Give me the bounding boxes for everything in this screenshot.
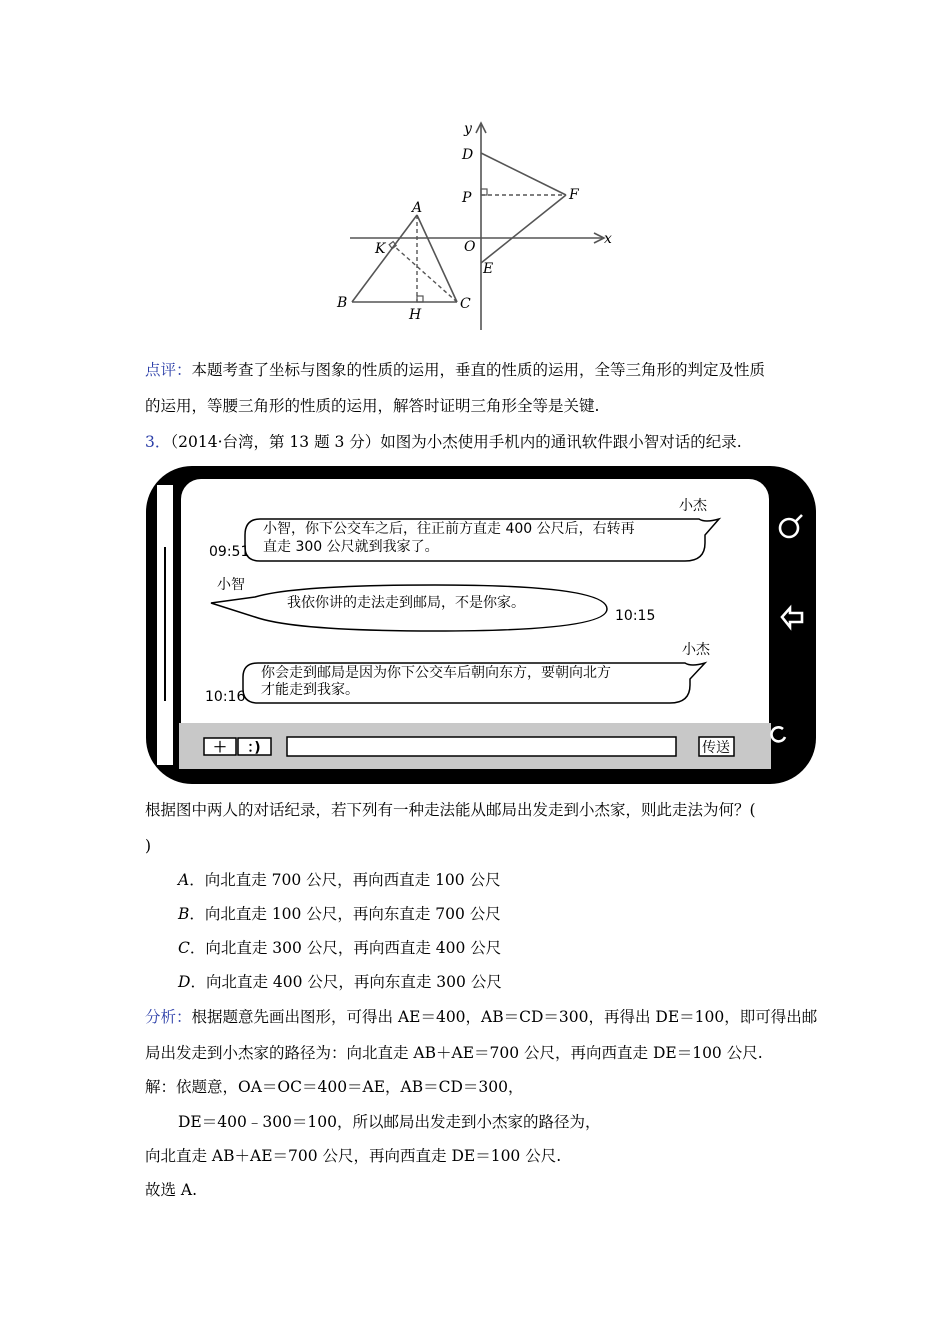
msg2-text: 我依你讲的走法走到邮局，不是你家。 bbox=[287, 595, 525, 611]
send-button-label: 传送 bbox=[702, 740, 730, 756]
label-D: D bbox=[462, 147, 474, 163]
msg3-sender: 小杰 bbox=[682, 642, 710, 658]
solution-line-3: 向北直走 AB＋AE＝700 公尺，再向西直走 DE＝100 公尺. bbox=[145, 1147, 562, 1165]
msg1-line2: 直走 300 公尺就到我家了。 bbox=[263, 539, 439, 555]
label-O: O bbox=[464, 239, 476, 255]
msg1-sender: 小杰 bbox=[679, 498, 707, 514]
geometry-figure bbox=[330, 115, 620, 340]
label-C: C bbox=[460, 296, 471, 312]
msg3-time: 10:16 bbox=[205, 689, 246, 705]
comment-line-2: 的运用，等腰三角形的性质的运用，解答时证明三角形全等是关键. bbox=[145, 397, 600, 415]
msg1-time: 09:51 bbox=[209, 544, 250, 560]
comment-line-1: 点评：本题考查了坐标与图象的性质的运用，垂直的性质的运用，全等三角形的判定及性质 bbox=[145, 361, 766, 379]
solution-line-4: 故选 A. bbox=[145, 1181, 198, 1199]
analysis-line-2: 局出发走到小杰家的路径为：向北直走 AB＋AE＝700 公尺，再向西直走 DE＝100 公尺. bbox=[145, 1044, 763, 1062]
option-a: A．向北直走 700 公尺，再向西直走 100 公尺 bbox=[178, 871, 501, 889]
prompt-line-2: ) bbox=[145, 837, 152, 855]
solution-line-2: DE＝400﹣300＝100，所以邮局出发走到小杰家的路径为， bbox=[178, 1113, 601, 1131]
plus-button-label: ＋ bbox=[213, 740, 227, 756]
msg3-line2: 才能走到我家。 bbox=[261, 682, 359, 698]
label-K: K bbox=[375, 241, 386, 257]
label-B: B bbox=[337, 295, 348, 311]
solution-line-1: 解：依题意，OA＝OC＝400＝AE，AB＝CD＝300， bbox=[145, 1078, 524, 1096]
option-b: B．向北直走 100 公尺，再向东直走 700 公尺 bbox=[178, 905, 501, 923]
msg2-sender: 小智 bbox=[217, 577, 245, 593]
label-A: A bbox=[412, 200, 423, 216]
label-x: x bbox=[604, 231, 612, 247]
emoji-button-label: ：) bbox=[247, 740, 261, 756]
msg1-line1: 小智，你下公交车之后，往正前方直走 400 公尺后，右转再 bbox=[263, 521, 635, 537]
option-d: D．向北直走 400 公尺，再向东直走 300 公尺 bbox=[178, 973, 502, 991]
question-header bbox=[145, 432, 742, 452]
phone-chat-figure bbox=[145, 465, 817, 787]
label-E: E bbox=[483, 261, 494, 277]
comment-label: 点评： bbox=[145, 361, 192, 379]
option-c: C．向北直走 300 公尺，再向西直走 400 公尺 bbox=[178, 939, 502, 957]
question-text: （2014·台湾，第 13 题 3 分）如图为小杰使用手机内的通讯软件跟小智对话的纪录. bbox=[170, 433, 742, 451]
label-P: P bbox=[462, 190, 472, 206]
question-number: 3． bbox=[145, 433, 171, 451]
label-F: F bbox=[569, 187, 579, 203]
prompt-line-1: 根据图中两人的对话纪录，若下列有一种走法能从邮局出发走到小杰家，则此走法为何？( bbox=[145, 801, 756, 819]
msg3-line1: 你会走到邮局是因为你下公交车后朝向东方，要朝向北方 bbox=[261, 665, 611, 681]
message-input[interactable] bbox=[287, 737, 676, 756]
msg2-time: 10:15 bbox=[615, 608, 656, 624]
analysis-label: 分析： bbox=[145, 1008, 192, 1026]
analysis-line-1: 分析：根据题意先画出图形，可得出 AE＝400，AB＝CD＝300，再得出 DE＝100，即可得出邮 bbox=[145, 1008, 818, 1026]
label-H: H bbox=[409, 307, 422, 323]
label-y: y bbox=[464, 121, 472, 137]
